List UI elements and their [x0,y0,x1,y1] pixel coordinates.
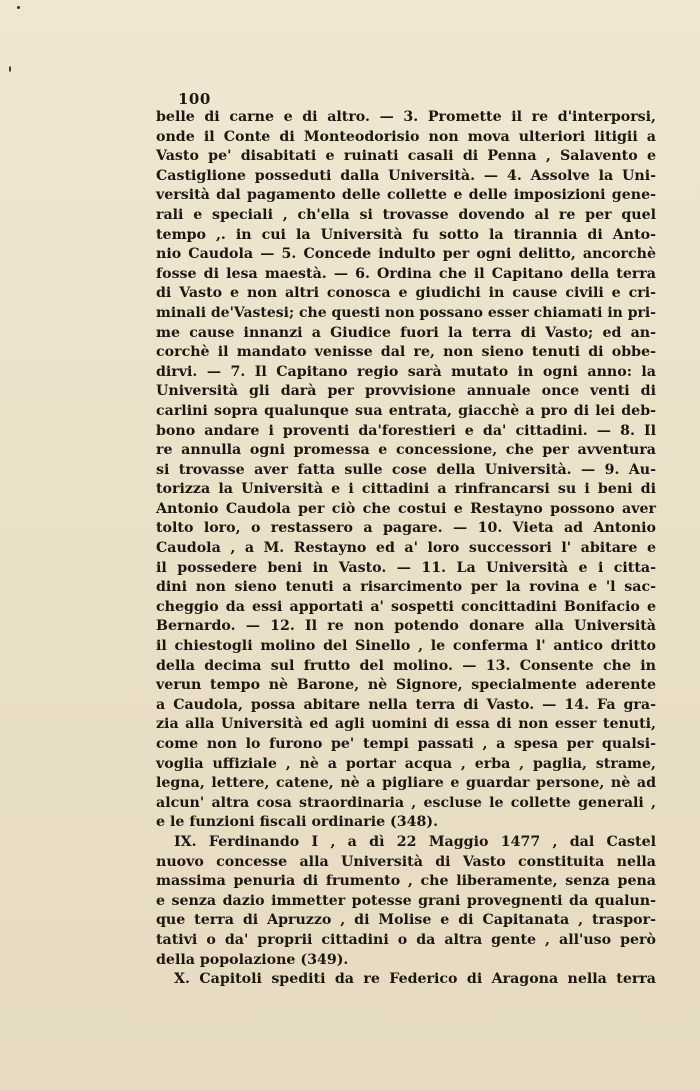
text-line: corchè il mandato venisse dal re, non sieno tenuti di obbe- [156,344,656,361]
text-line: onde il Conte di Monteodorisio non mova ulteriori litigii a [156,128,656,145]
text-line: il possedere beni in Vasto. — 11. La Università e i citta- [156,559,656,576]
text-line: Caudola , a M. Restayno ed a' loro successori l' abitare e [156,540,656,557]
page-number: 100 [178,90,211,108]
text-line: il chiestogli molino del Sinello , le conferma l' antico dritto [156,638,656,655]
text-line: e senza dazio immetter potesse grani provegnenti da qualun- [156,892,656,909]
text-line: verun tempo nè Barone, nè Signore, specialmente aderente [156,677,656,694]
text-line: di Vasto e non altri conosca e giudichi in cause civili e cri- [156,285,656,302]
text-line: alcun' altra cosa straordinaria , escluse le collette generali , [156,794,656,811]
text-line: voglia uffiziale , nè a portar acqua , erba , paglia, strame, [156,755,656,772]
text-line: cheggio da essi apportati a' sospetti concittadini Bonifacio e [156,598,656,615]
text-line: si trovasse aver fatta sulle cose della Università. — 9. Au- [156,461,656,478]
text-line: carlini sopra qualunque sua entrata, giacchè a pro di lei deb- [156,402,656,419]
text-line: nuovo concesse alla Università di Vasto constituita nella [156,853,656,870]
text-line: a Caudola, possa abitare nella terra di Vasto. — 14. Fa gra- [156,696,656,713]
text-line: della popolazione (349). [156,951,349,968]
text-line: Università gli darà per provvisione annuale once venti di [156,383,656,400]
text-line: minali de'Vastesi; che questi non possano esser chiamati in pri- [156,304,656,321]
text-line: belle di carne e di altro. — 3. Promette il re d'interporsi, [156,109,656,125]
text-line: fosse di lesa maestà. — 6. Ordina che il Capitano della terra [156,265,656,282]
text-line: Vasto pe' disabitati e ruinati casali di Penna , Salavento e [156,148,656,165]
text-line: Bernardo. — 12. Il re non potendo donare alla Università [156,618,656,635]
text-line: dirvi. — 7. Il Capitano regio sarà mutato in ogni anno: la [156,363,656,380]
text-line: tolto loro, o restassero a pagare. — 10. Vieta ad Antonio [156,520,656,537]
text-line: bono andare i proventi da'forestieri e da' cittadini. — 8. Il [156,422,656,439]
ink-speck [17,6,20,9]
text-line: rali e speciali , ch'ella si trovasse dovendo al re per quel [156,206,656,223]
text-line: come non lo furono pe' tempi passati , a spesa per qualsi- [156,736,656,752]
text-line: torizza la Università e i cittadini a rinfrancarsi su i beni di [156,481,656,498]
text-line: massima penuria di frumento , che liberamente, senza pena [156,873,656,890]
text-line: me cause innanzi a Giudice fuori la terra di Vasto; ed an- [156,324,656,341]
ink-speck [9,66,11,72]
text-line: legna, lettere, catene, nè a pigliare e guardar persone, nè ad [156,775,656,792]
text-line: tativi o da' proprii cittadini o da altra gente , all'uso però [156,931,656,948]
text-line: Antonio Caudola per ciò che costui e Restayno possono aver [156,500,656,517]
text-line: della decima sul frutto del molino. — 13. Consente che in [156,657,656,674]
text-line: nio Caudola — 5. Concede indulto per ogni delitto, ancorchè [156,246,656,263]
text-line: X. Capitoli spediti da re Federico di Aragona nella terra [174,971,656,988]
text-line: IX. Ferdinando I , a dì 22 Maggio 1477 , dal Castel [174,833,656,850]
text-line: zia alla Università ed agli uomini di essa di non esser tenuti, [156,716,656,733]
text-line: e le funzioni fiscali ordinarie (348). [156,814,439,831]
text-line: re annulla ogni promessa e concessione, che per avventura [156,442,656,459]
text-line: Castiglione posseduti dalla Università. — 4. Assolve la Uni- [156,167,656,184]
text-line: dini non sieno tenuti a risarcimento per la rovina e 'l sac- [156,579,656,596]
body-text [156,108,656,990]
text-line: versità dal pagamento delle collette e delle imposizioni gene- [156,187,656,204]
text-line: que terra di Apruzzo , di Molise e di Capitanata , traspor- [156,912,656,929]
text-line: tempo ,. in cui la Università fu sotto la tirannia di Anto- [156,226,656,243]
